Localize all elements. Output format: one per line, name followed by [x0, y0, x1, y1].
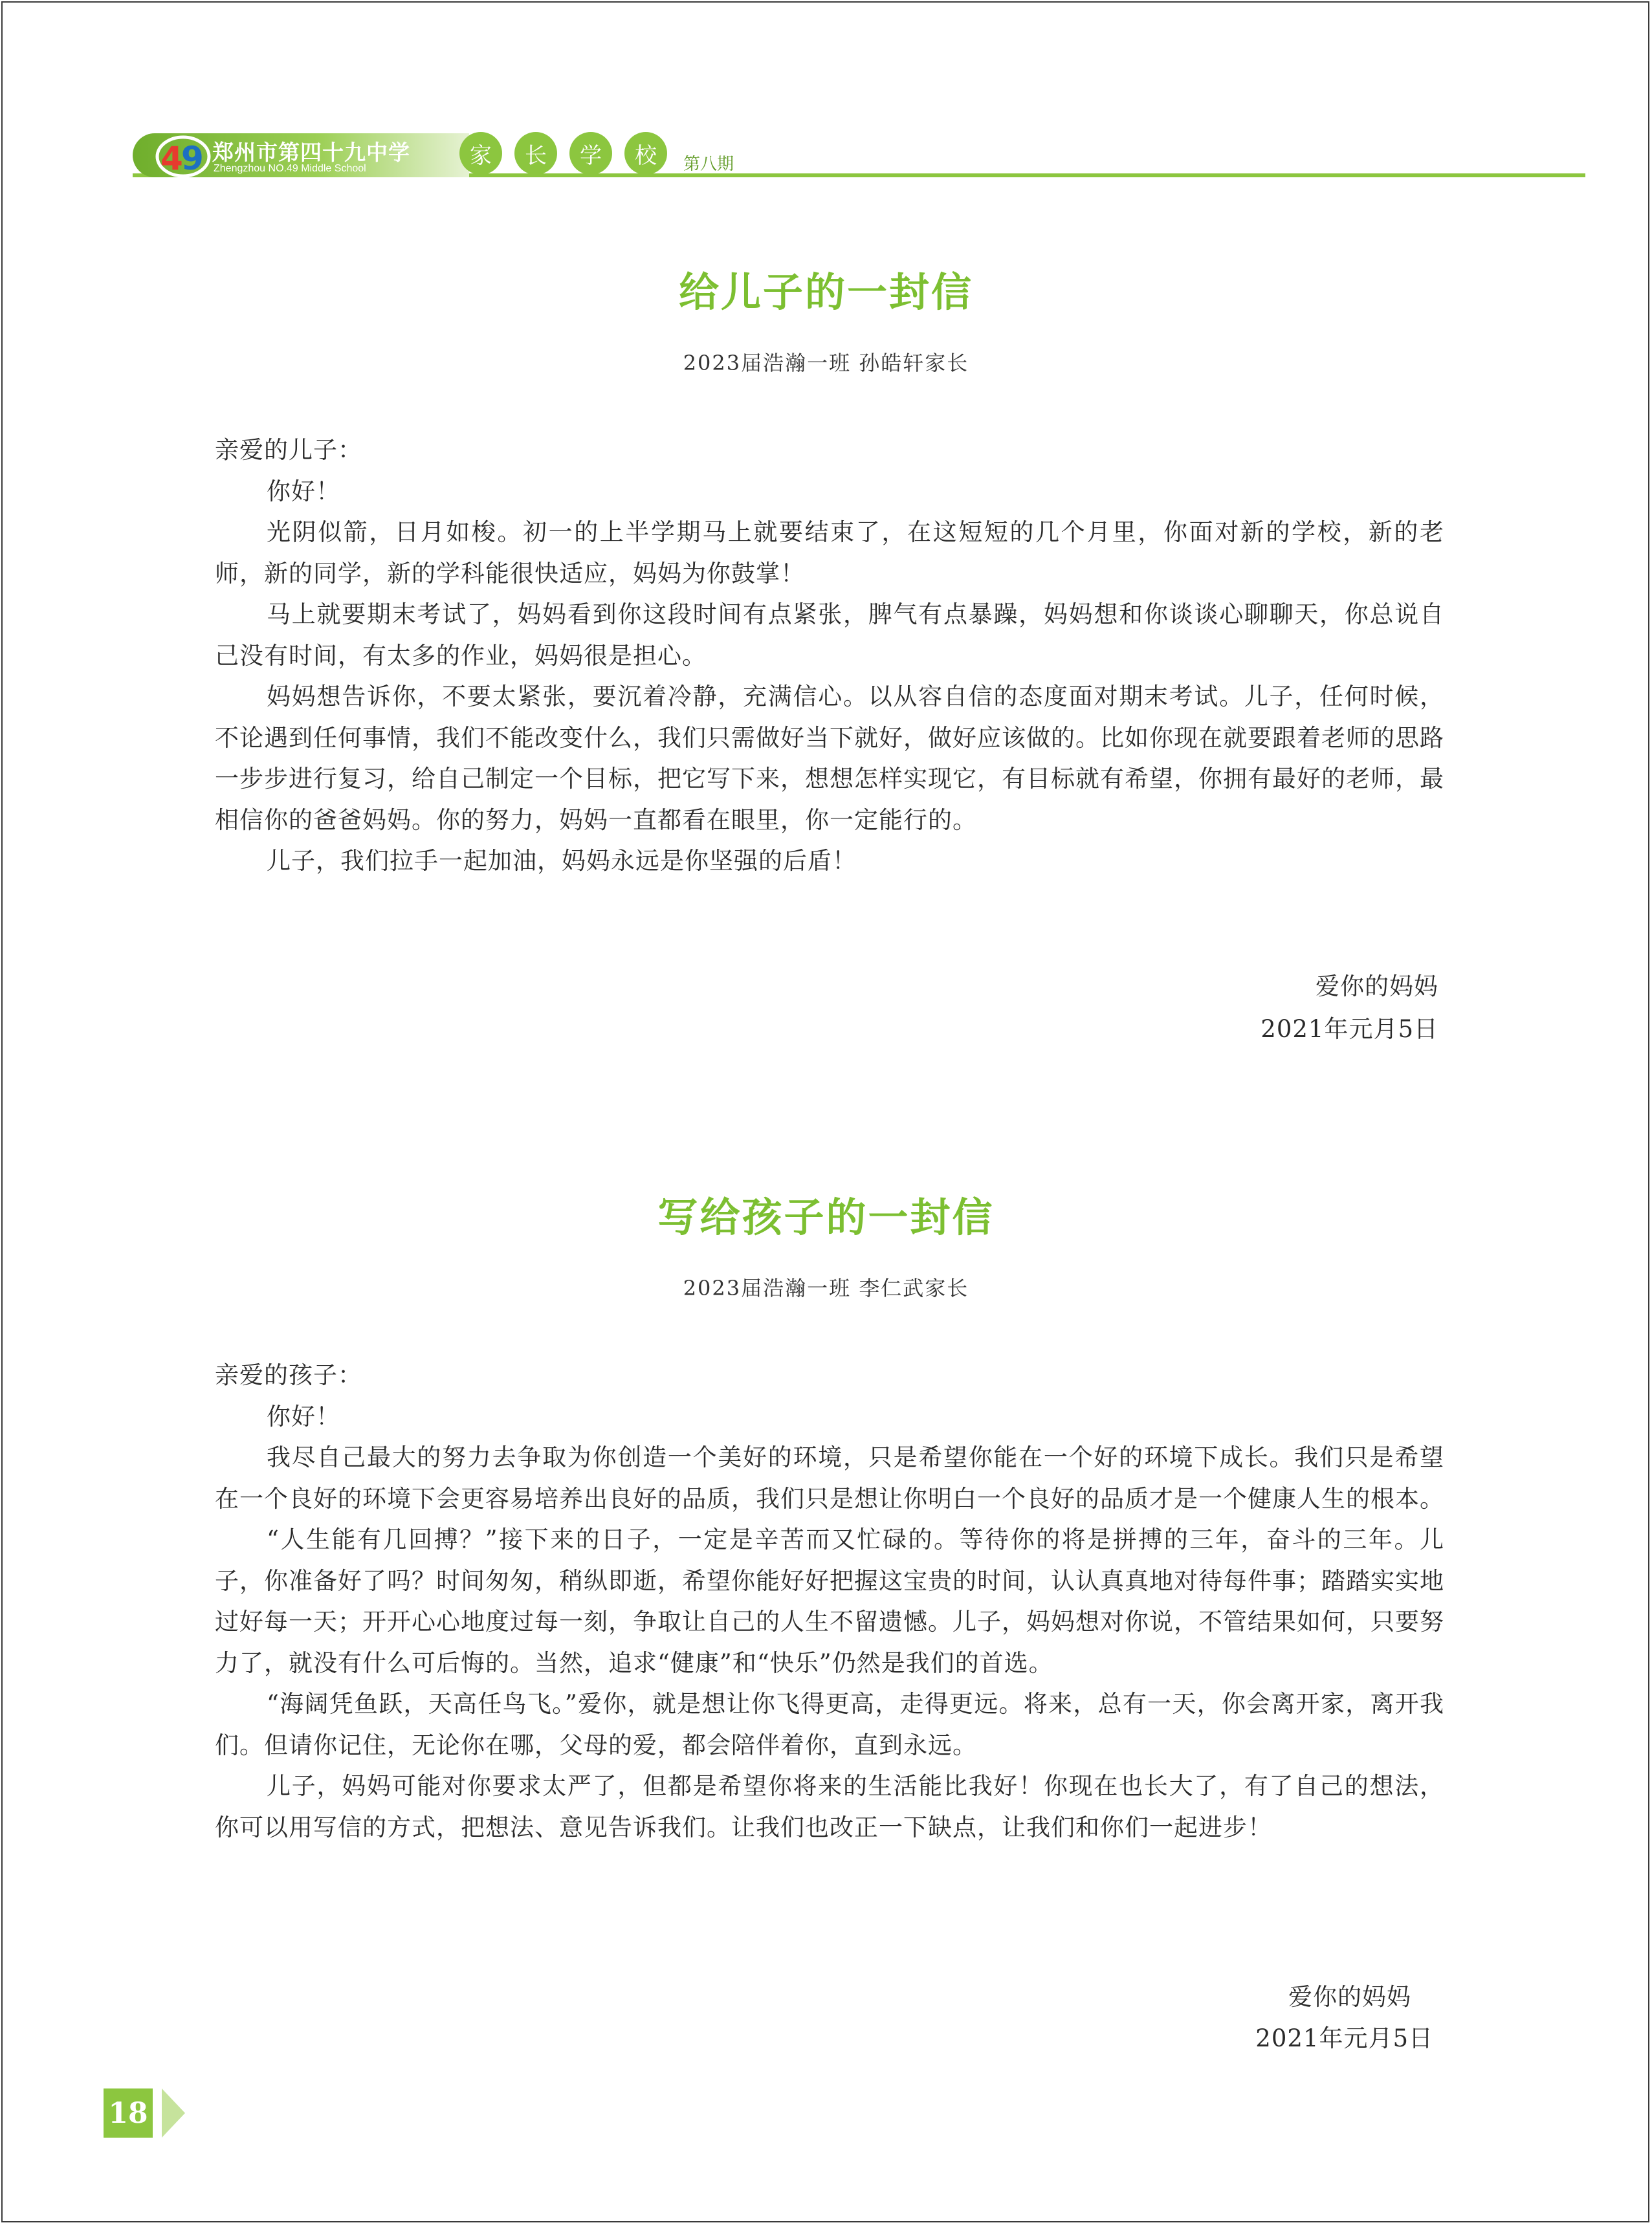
svg-text:9: 9 [181, 140, 204, 177]
school-name: 郑州市第四十九中学 [212, 140, 410, 165]
letter2-body [215, 1355, 1444, 1848]
letter1-paragraph: 光阴似箭，日月如梭。初一的上半学期马上就要结束了，在这短短的几个月里，你面对新的学校，新的老师，新的同学，新的学科能很快适应，妈妈为你鼓掌！ [215, 518, 1444, 587]
school-logo-icon [154, 129, 212, 181]
letter2-date: 2021年元月5日 [1255, 2024, 1433, 2052]
letter2-paragraph: 儿子，妈妈可能对你要求太严了，但都是希望你将来的生活能比我好！你现在也长大了，有了自己的想法，你可以用写信的方式，把想法、意见告诉我们。让我们也改正一下缺点，让我们和你们一起进步！ [215, 1772, 1444, 1841]
letter2-paragraph: “人生能有几回搏？”接下来的日子，一定是辛苦而又忙碌的。等待你的将是拼搏的三年，奋斗的三年。儿子，你准备好了吗？时间匆匆，稍纵即逝，希望你能好好把握这宝贵的时间，认认真真地对待每件事；踏踏实实地过好每一天；开开心心地度过每一刻，争取让自己的人生不留遗憾。儿子，妈妈想对你说，不管结果如何，只要努力了，就没有什么可后悔的。当然，追求“健康”和“快乐”仍然是我们的首选。 [215, 1526, 1444, 1677]
letter1-paragraph: 儿子，我们拉手一起加油，妈妈永远是你坚强的后盾！ [267, 847, 857, 875]
letter1-paragraph: 妈妈想告诉你，不要太紧张，要沉着冷静，充满信心。以从容自信的态度面对期末考试。儿子，任何时候，不论遇到任何事情，我们不能改变什么，我们只需做好当下就好，做好应该做的。比如你现在就要跟着老师的思路一步步进行复习，给自己制定一个目标，把它写下来，想想怎样实现它，有目标就有希望，你拥有最好的老师，最相信你的爸爸妈妈。你的努力，妈妈一直都看在眼里，你一定能行的。 [215, 683, 1444, 834]
letter2-paragraph: 我尽自己最大的努力去争取为你创造一个美好的环境，只是希望你能在一个好的环境下成长。我们只是希望在一个良好的环境下会更容易培养出良好的品质，我们只是想让你明白一个良好的品质才是一个健康人生的根本。 [215, 1443, 1444, 1513]
letter1-title: 给儿子的一封信 [678, 269, 973, 316]
letter2-title: 写给孩子的一封信 [657, 1194, 995, 1241]
letter2-paragraph: “海阔凭鱼跃，天高任鸟飞。”爱你，就是想让你飞得更高，走得更远。将来，总有一天，你会离开家，离开我们。但请你记住，无论你在哪，父母的爱，都会陪伴着你，直到永远。 [215, 1690, 1444, 1759]
letter2-salutation: 亲爱的孩子： [215, 1361, 362, 1389]
letter1-greeting: 你好！ [267, 477, 340, 505]
letter1-body [215, 430, 1444, 882]
school-english-name: Zhengzhou NO.49 Middle School [214, 163, 366, 174]
header-badge-xiao: 校 [624, 132, 667, 175]
letter1-paragraph: 马上就要期末考试了，妈妈看到你这段时间有点紧张，脾气有点暴躁，妈妈想和你谈谈心聊聊天，你总说自己没有时间，有太多的作业，妈妈很是担心。 [215, 600, 1444, 670]
page-number: 18 [104, 2088, 153, 2138]
header-badge-zhang: 长 [514, 132, 557, 175]
header-badge-jia: 家 [459, 132, 502, 175]
svg-text:4: 4 [160, 140, 183, 177]
page-arrow-icon [162, 2088, 185, 2138]
header-badge-xue: 学 [569, 132, 612, 175]
letter1-author: 2023届浩瀚一班 孙皓轩家长 [683, 351, 969, 375]
letter1-date: 2021年元月5日 [1261, 1015, 1438, 1043]
issue-label: 第八期 [683, 155, 734, 174]
letter2-signature: 爱你的妈妈 [1288, 1983, 1411, 2011]
letter2-author: 2023届浩瀚一班 李仁武家长 [683, 1276, 969, 1300]
letter1-salutation: 亲爱的儿子： [215, 436, 362, 464]
letter1-signature: 爱你的妈妈 [1316, 972, 1438, 1000]
page-border [1, 1, 1649, 2222]
letter2-greeting: 你好！ [267, 1402, 340, 1430]
